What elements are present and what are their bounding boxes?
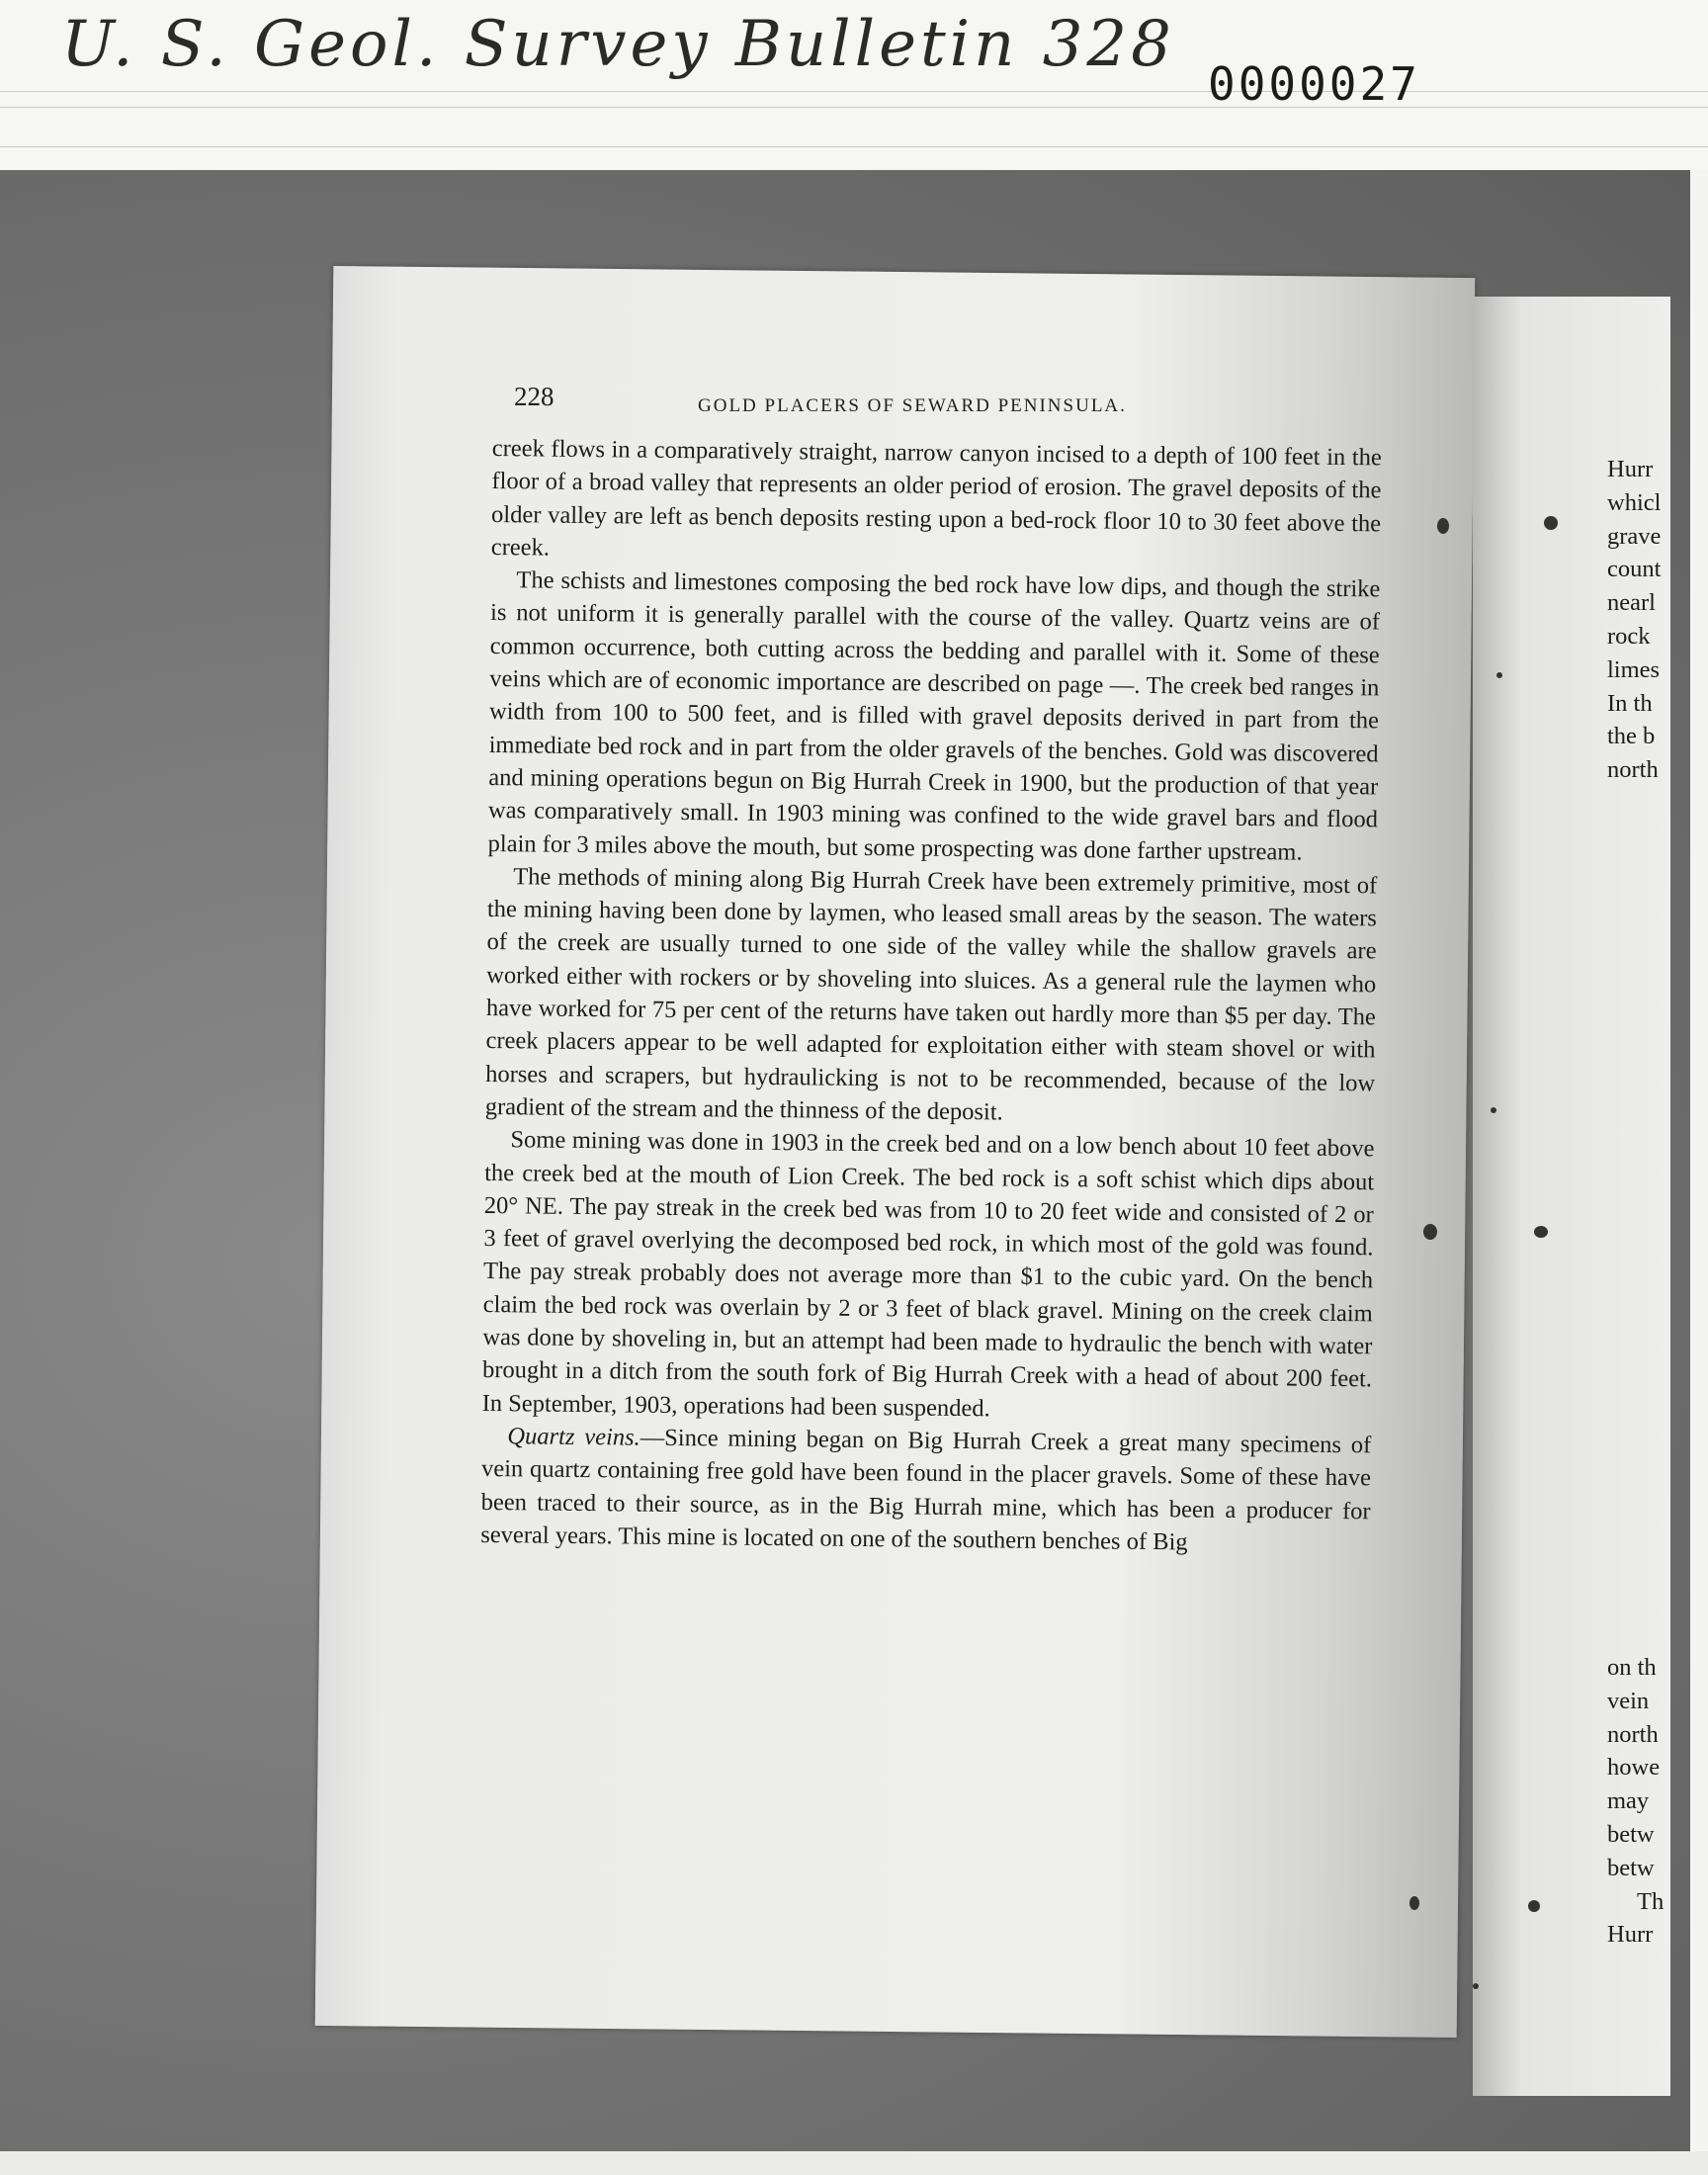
facing-line: Th (1637, 1887, 1665, 1915)
facing-line: may (1607, 1787, 1650, 1815)
facing-line: Hurr (1607, 456, 1654, 482)
handwritten-label: U. S. Geol. Survey Bulletin 328 (61, 8, 1175, 81)
facing-line: limes (1607, 655, 1661, 683)
scan-bottom-margin (0, 2151, 1708, 2175)
scan-speck (1423, 1224, 1437, 1240)
facing-page-text-lower (1607, 1651, 1664, 1952)
ruled-line (0, 91, 1708, 92)
facing-line: betw (1607, 1854, 1655, 1881)
facing-line: whicl (1607, 488, 1662, 516)
facing-line: In th (1607, 689, 1653, 717)
facing-line: north (1607, 756, 1659, 784)
scan-speck (1544, 516, 1558, 530)
paragraph-text: —Since mining began on Big Hurrah Creek a great many specimens of vein quartz containing free gold have been found in the placer gravels. Some of these have been traced to their source, as in the Big Hurrah mine, which has been a producer for several years. This mine is located on one of the southern benches of Big (480, 1424, 1372, 1556)
paragraph: Some mining was done in 1903 in the creek bed and on a low bench about 10 feet above the creek bed at the mouth of Lion Creek. The bed rock is a soft schist which dips about 20° NE. The pay streak in the creek bed was from 10 to 20 feet wide and consisted of 2 or 3 feet of gravel overlying the decomposed bed rock, in which most of the gold was found. The pay streak probably does not average more than $1 to the cubic yard. On the bench claim the bed rock was overlain by 2 or 3 feet of black gravel. Mining on the creek claim was done by shoveling in, but an attempt had been made to hydraulic the bench with water brought in a ditch from the south fork of Big Hurrah Creek with a head of about 200 feet. In September, 1903, operations had been suspended. (481, 1126, 1375, 1422)
header-strip (0, 0, 1708, 170)
ruled-line (0, 146, 1708, 147)
facing-line: the b (1607, 723, 1656, 750)
scan-speck (1534, 1226, 1548, 1238)
body-text (480, 432, 1382, 1560)
scan-speck (1496, 672, 1502, 678)
quartz-veins-paragraph (480, 1420, 1371, 1561)
facing-line: grave (1607, 522, 1662, 550)
paragraph: The methods of mining along Big Hurrah Creek have been extremely primitive, most of the mining having been done by laymen, who leased small areas by the season. The waters of the creek are usually turned to one side of the valley while the shallow gravels are worked either with rockers or by shoveling into sluices. As a general rule the laymen who have worked for 75 per cent of the returns have taken out hardly more than $5 per day. The creek placers appear to be well adapted for exploitation either with steam shovel or with horses and scrapers, but hydraulicking is not to be recommended, because of the low gradient of the stream and the thinness of the deposit. (484, 863, 1378, 1126)
paragraph: creek flows in a comparatively straight, narrow canyon incised to a depth of 100 feet in the floor of a broad valley that represents an older period of erosion. The gravel deposits of the older valley are left as bench deposits resting upon a bed-rock floor 10 to 30 feet above the creek. (490, 434, 1382, 562)
ruled-line (0, 107, 1708, 108)
facing-line: howe (1607, 1754, 1661, 1782)
scan-speck (1437, 518, 1449, 534)
facing-line: rock (1607, 622, 1651, 650)
facing-line: on th (1607, 1654, 1657, 1681)
section-heading: Quartz veins. (507, 1423, 640, 1451)
stamp-number: 0000027 (1208, 57, 1420, 111)
facing-line: betw (1607, 1820, 1655, 1848)
facing-line: north (1607, 1720, 1659, 1748)
facing-line: count (1607, 556, 1662, 583)
facing-line: Hurr (1607, 1921, 1654, 1949)
running-head: GOLD PLACERS OF SEWARD PENINSULA. (698, 395, 1127, 416)
page-number: 228 (514, 382, 555, 411)
scan-speck (1409, 1896, 1419, 1910)
facing-page-text-upper (1607, 453, 1661, 787)
scan-speck (1491, 1107, 1496, 1113)
facing-line: nearl (1607, 589, 1656, 617)
paragraph: The schists and limestones composing the bed rock have low dips, and though the strike is not uniform it is generally parallel with the course of the valley. Quartz veins are of common occurrence, both cutting across the bedding and parallel with it. Some of these veins which are of economic importance are described on page —. The creek bed ranges in width from 100 to 500 feet, and is filled with gravel deposits derived in part from the immediate bed rock and in part from the older gravels of the benches. Gold was discovered and mining operations begun on Big Hurrah Creek in 1900, but the production of that year was comparatively small. In 1903 mining was confined to the wide gravel bars and flood plain for 3 miles above the mouth, but some prospecting was done farther upstream. (487, 566, 1381, 866)
scan-speck (1528, 1900, 1540, 1912)
facing-line: vein (1607, 1687, 1650, 1714)
scan-speck (1473, 1983, 1479, 1989)
